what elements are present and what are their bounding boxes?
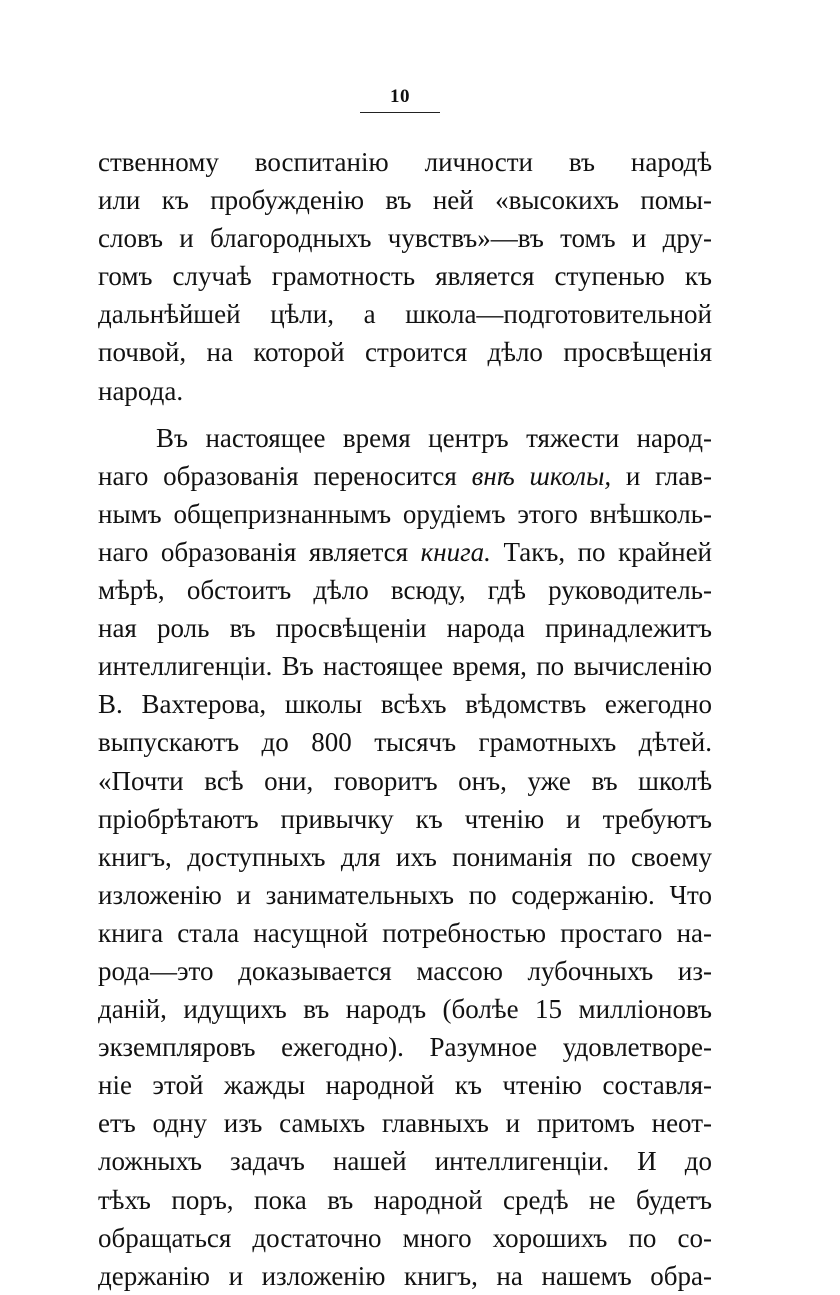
text-line: дальнѣйшей цѣли, а школа—подготовительной (98, 299, 712, 330)
paragraph-gap (98, 410, 712, 419)
text-line: обращаться достаточно много хорошихъ по со- (98, 1222, 712, 1253)
italic-emphasis: книга. (420, 536, 491, 567)
text-line: даній, идущихъ въ народъ (болѣе 15 милліоновъ (98, 994, 712, 1025)
text-line (98, 457, 712, 495)
text-line: ніе этой жажды народной къ чтенію составля- (98, 1070, 712, 1101)
text-line: изложенію и занимательныхъ по содержанію. Что (98, 879, 712, 910)
text-line: ственному воспитанію личности въ народѣ (98, 147, 712, 177)
text-run: наго образованія является (98, 536, 421, 567)
text-line: экземпляровъ ежегодно). Разумное удовлетворе- (98, 1032, 712, 1063)
text-run: Такъ, по крайней (490, 536, 713, 567)
text-line: почвой, на которой строится дѣло просвѣщенія (98, 337, 712, 368)
text-line: выпускаютъ до 800 тысячъ грамотныхъ дѣтей. (98, 727, 712, 758)
text-line: гомъ случаѣ грамотность является ступенью къ (98, 261, 712, 292)
text-line (98, 533, 712, 571)
text-line: пріобрѣтаютъ привычку къ чтенію и требуютъ (98, 803, 712, 834)
text-line: народа. (98, 375, 184, 406)
text-line: книга стала насущной потребностью простаго на- (98, 917, 712, 948)
text-line: интеллигенціи. Въ настоящее время, по вычисленію (98, 651, 712, 682)
italic-emphasis: внѣ школы, (471, 460, 612, 491)
text-line: мѣрѣ, обстоитъ дѣло всюду, гдѣ руководитель- (98, 575, 712, 606)
body-text (98, 143, 712, 1295)
text-line: Въ настоящее время центръ тяжести народ- (156, 422, 712, 453)
text-line: «Почти всѣ они, говоритъ онъ, уже въ школѣ (98, 765, 712, 796)
text-line: рода—это доказывается массою лубочныхъ из- (98, 955, 712, 986)
text-line: В. Вахтерова, школы всѣхъ вѣдомствъ ежегодно (98, 689, 712, 720)
paragraph-1 (98, 143, 712, 410)
text-line: нымъ общепризнаннымъ орудіемъ этого внѣшколь- (98, 498, 712, 529)
text-line: или къ пробужденію въ ней «высокихъ помы- (98, 185, 712, 216)
page-number: 10 (390, 86, 410, 107)
page-number-rule (360, 112, 440, 113)
text-line: держанію и изложенію книгъ, на нашемъ обра- (98, 1260, 712, 1291)
text-run: и глав- (611, 460, 712, 491)
text-run: наго образованія переносится (98, 460, 472, 491)
text-line: ложныхъ задачъ нашей интеллигенціи. И до (98, 1146, 712, 1177)
text-line: ная роль въ просвѣщеніи народа принадлежитъ (98, 613, 712, 644)
paragraph-2 (98, 419, 712, 1295)
text-line: етъ одну изъ самыхъ главныхъ и притомъ неот- (98, 1108, 712, 1139)
text-line: тѣхъ поръ, пока въ народной средѣ не будетъ (98, 1184, 712, 1215)
text-line: книгъ, доступныхъ для ихъ пониманія по своему (98, 841, 712, 872)
text-line: словъ и благородныхъ чувствъ»—въ томъ и дру- (98, 223, 712, 254)
